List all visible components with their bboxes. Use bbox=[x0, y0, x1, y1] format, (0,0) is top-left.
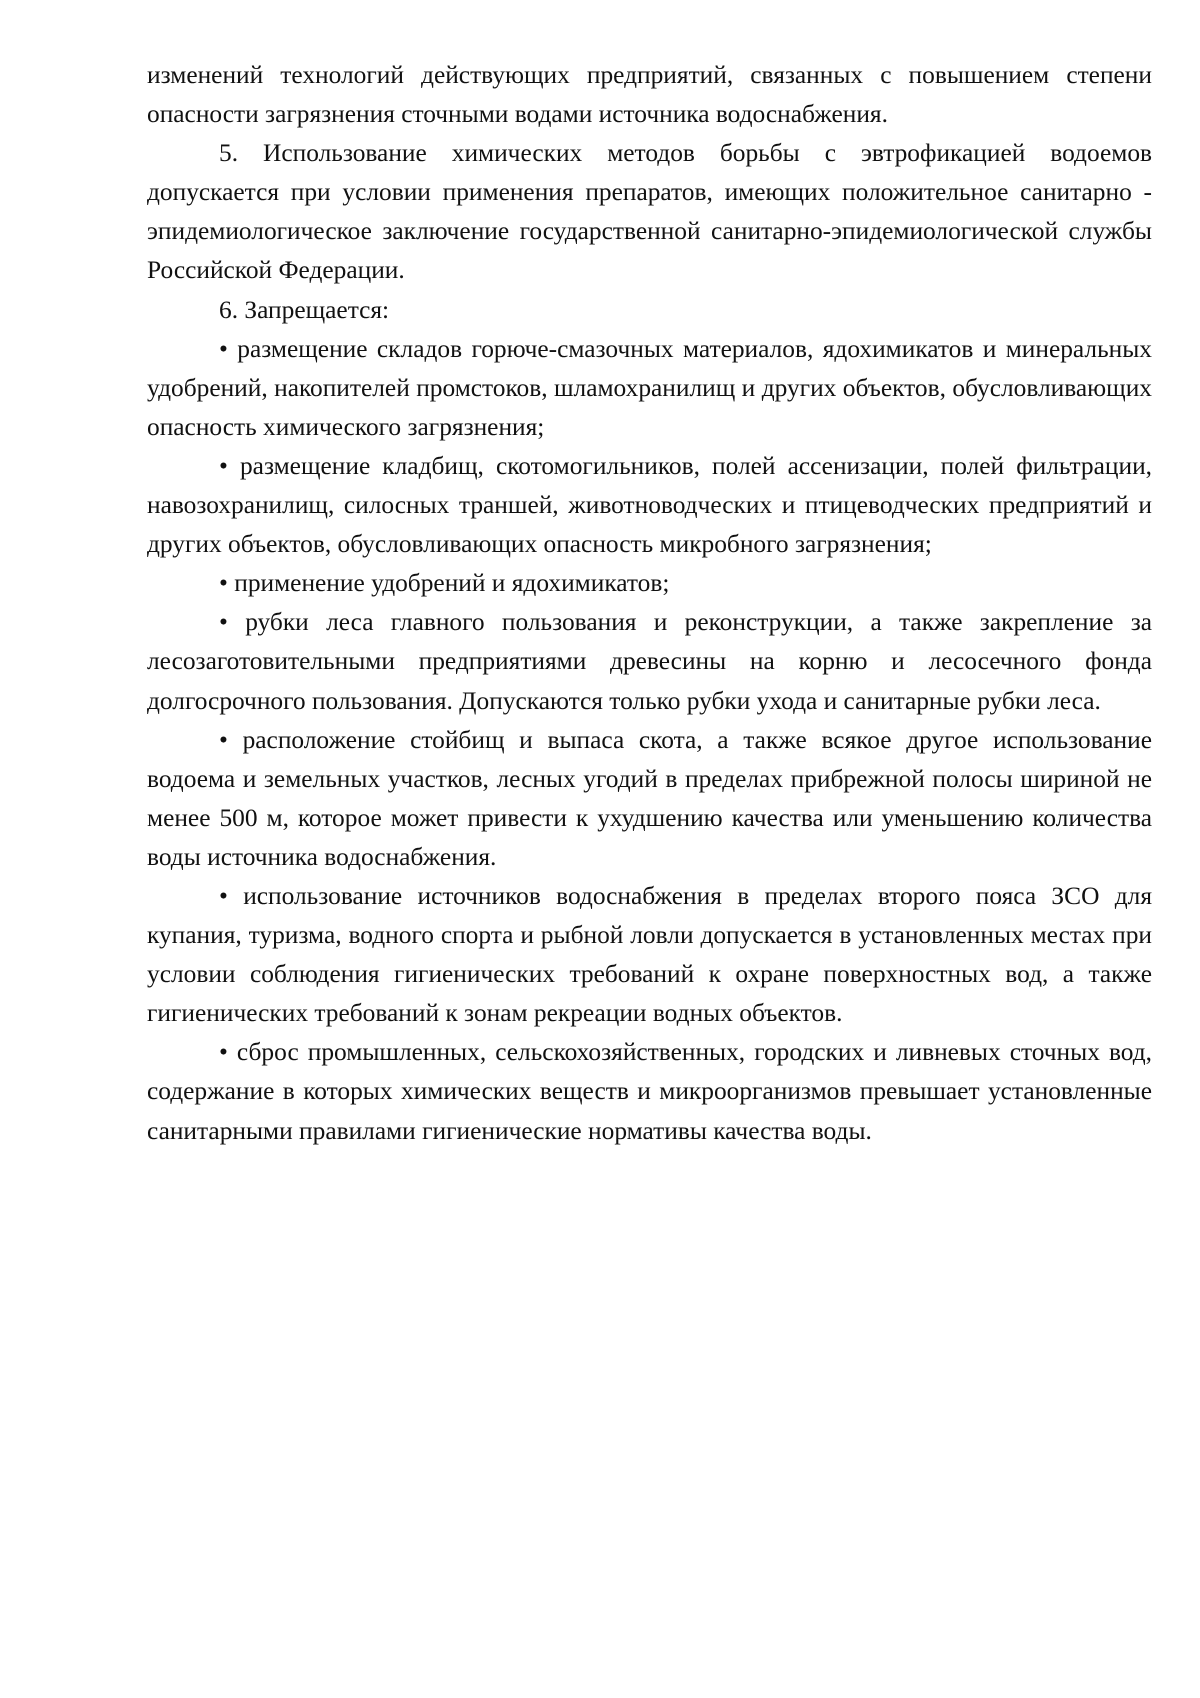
bullet-item-fertilizers: • применение удобрений и ядохимикатов; bbox=[219, 569, 670, 598]
bullet-item-grazing: • расположение стойбищ и выпаса скота, а также всякое другое использование водоема и земельных участков, лесных угодий в пределах прибрежной полосы шириной не менее 500 м, которое может привести к ухудшению качества или уменьшению количества воды источника водоснабжения. bbox=[147, 725, 1152, 871]
paragraph-item-6-heading: 6. Запрещается: bbox=[219, 295, 390, 324]
bullet-item-logging: • рубки леса главного пользования и реконструкции, а также закрепление за лесозаготовительными предприятиями древесины на корню и лесосечного фонда долгосрочного пользования. Допускаются только рубки ухода и санитарные рубки леса. bbox=[147, 608, 1152, 715]
bullet-item-cemeteries: • размещение кладбищ, скотомогильников, полей ассенизации, полей фильтрации, навозохранилищ, силосных траншей, животноводческих и птицеводческих предприятий и других объектов, обусловливающих опасность микробного загрязнения; bbox=[147, 451, 1152, 559]
bullet-item-wastewater: • сброс промышленных, сельскохозяйственных, городских и ливневых сточных вод, содержание в которых химических веществ и микроорганизмов превышает установленные санитарными правилами гигиенические нормативы качества воды. bbox=[147, 1038, 1152, 1145]
paragraph-item-5: 5. Использование химических методов борьбы с эвтрофикацией водоемов допускается при условии применения препаратов, имеющих положительное санитарно - эпидемиологическое заключение государственной санитарно-эпидемиологической службы Российской Федерации. bbox=[147, 139, 1152, 285]
document-page bbox=[147, 56, 1152, 1151]
paragraph-continuation: изменений технологий действующих предприятий, связанных с повышением степени опасности загрязнения сточными водами источника водоснабжения. bbox=[147, 61, 1152, 129]
bullet-item-storage: • размещение складов горюче-смазочных материалов, ядохимикатов и минеральных удобрений, накопителей промстоков, шламохранилищ и других объектов, обусловливающих опасность химического загрязнения; bbox=[147, 334, 1152, 441]
bullet-item-recreation: • использование источников водоснабжения в пределах второго пояса ЗСО для купания, туризма, водного спорта и рыбной ловли допускается в установленных местах при условии соблюдения гигиенических требований к охране поверхностных вод, а также гигиенических требований к зонам рекреации водных объектов. bbox=[147, 881, 1152, 1028]
